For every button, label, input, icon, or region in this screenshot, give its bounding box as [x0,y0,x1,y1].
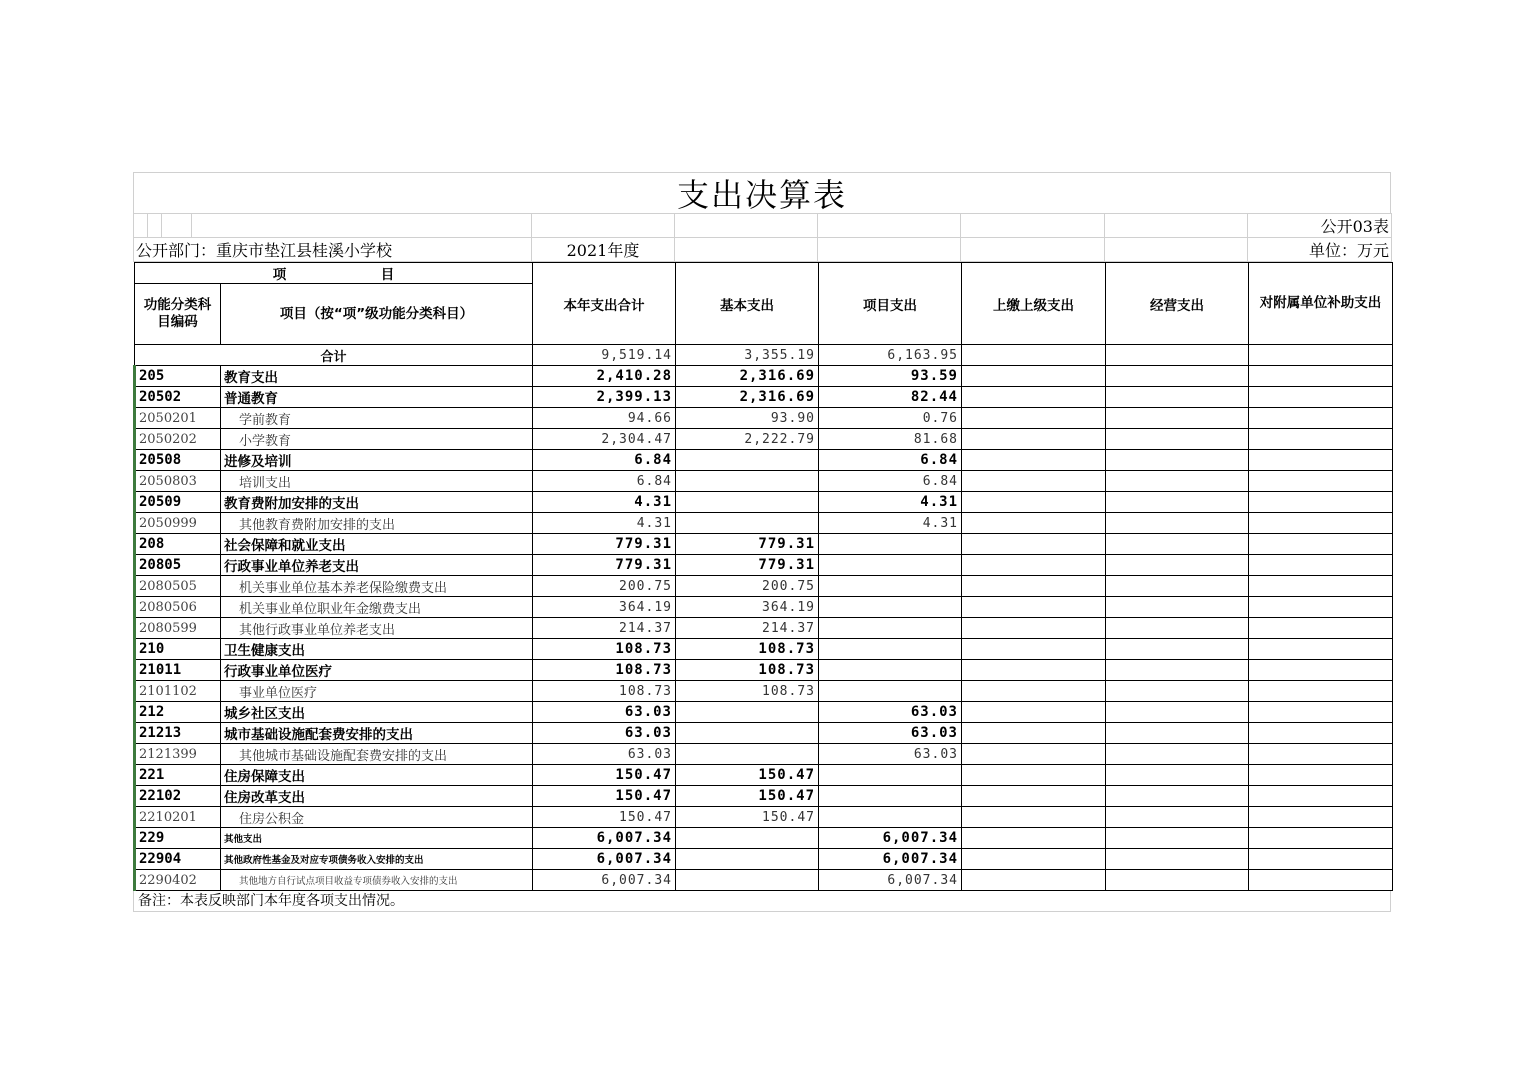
row-project: 63.03 [819,723,962,744]
row-code: 2101102 [135,681,221,702]
row-subsidy [1249,639,1393,660]
row-project [819,576,962,597]
row-name: 社会保障和就业支出 [221,534,533,555]
row-subsidy [1249,450,1393,471]
row-project [819,807,962,828]
row-project [819,765,962,786]
row-project: 6,007.34 [819,828,962,849]
row-project: 63.03 [819,702,962,723]
row-upper [962,618,1106,639]
row-upper [962,786,1106,807]
row-project: 81.68 [819,429,962,450]
row-business [1106,366,1249,387]
row-code: 2050202 [135,429,221,450]
row-basic [676,723,819,744]
row-code: 212 [135,702,221,723]
department-label: 公开部门：重庆市垫江县桂溪小学校 [134,238,532,262]
row-business [1106,786,1249,807]
row-name: 教育支出 [221,366,533,387]
row-code: 2050803 [135,471,221,492]
row-subsidy [1249,681,1393,702]
row-subsidy [1249,387,1393,408]
total-label: 合计 [135,345,533,366]
table-row [135,660,1393,681]
row-name: 事业单位医疗 [221,681,533,702]
row-code: 22904 [135,849,221,870]
row-basic: 2,222.79 [676,429,819,450]
row-total: 6,007.34 [533,828,676,849]
row-project [819,681,962,702]
row-business [1106,639,1249,660]
row-basic: 108.73 [676,639,819,660]
row-project: 0.76 [819,408,962,429]
table-row [135,450,1393,471]
row-business [1106,681,1249,702]
row-code: 2080505 [135,576,221,597]
table-row [135,471,1393,492]
row-project: 63.03 [819,744,962,765]
row-name: 其他支出 [221,828,533,849]
row-subsidy [1249,870,1393,891]
row-total: 150.47 [533,807,676,828]
row-basic: 150.47 [676,786,819,807]
row-total: 6,007.34 [533,849,676,870]
fiscal-year: 2021年度 [532,238,675,262]
header-business: 经营支出 [1106,263,1249,345]
row-upper [962,702,1106,723]
table-row [135,597,1393,618]
row-total: 2,410.28 [533,366,676,387]
header-basic: 基本支出 [676,263,819,345]
row-total: 94.66 [533,408,676,429]
row-upper [962,366,1106,387]
row-basic [676,744,819,765]
row-name: 教育费附加安排的支出 [221,492,533,513]
header-total: 本年支出合计 [533,263,676,345]
row-subsidy [1249,408,1393,429]
row-total: 150.47 [533,765,676,786]
row-subsidy [1249,429,1393,450]
row-name: 卫生健康支出 [221,639,533,660]
row-total: 214.37 [533,618,676,639]
row-upper [962,870,1106,891]
row-total: 150.47 [533,786,676,807]
row-basic: 150.47 [676,765,819,786]
row-total: 4.31 [533,492,676,513]
row-business [1106,576,1249,597]
footnote: 备注：本表反映部门本年度各项支出情况。 [133,891,1391,912]
row-subsidy [1249,597,1393,618]
form-number: 公开03表 [1248,214,1392,238]
row-business [1106,513,1249,534]
row-basic [676,492,819,513]
row-basic: 150.47 [676,807,819,828]
row-code: 2080506 [135,597,221,618]
table-row [135,387,1393,408]
table-row [135,807,1393,828]
row-upper [962,555,1106,576]
row-code: 21213 [135,723,221,744]
header-name: 项目（按“项”级功能分类科目） [221,284,533,345]
row-name: 学前教育 [221,408,533,429]
row-total: 108.73 [533,660,676,681]
row-code: 205 [135,366,221,387]
row-name: 其他城市基础设施配套费安排的支出 [221,744,533,765]
row-name: 行政事业单位养老支出 [221,555,533,576]
row-subsidy [1249,807,1393,828]
row-business [1106,765,1249,786]
row-project: 93.59 [819,366,962,387]
row-name: 机关事业单位基本养老保险缴费支出 [221,576,533,597]
meta-table [133,213,1392,262]
table-row [135,870,1393,891]
row-code: 208 [135,534,221,555]
row-name: 进修及培训 [221,450,533,471]
row-upper [962,828,1106,849]
row-subsidy [1249,702,1393,723]
row-code: 2210201 [135,807,221,828]
row-upper [962,387,1106,408]
row-business [1106,450,1249,471]
header-code: 功能分类科目编码 [135,284,221,345]
row-code: 229 [135,828,221,849]
row-project: 6,007.34 [819,870,962,891]
total-basic: 3,355.19 [676,345,819,366]
row-upper [962,660,1106,681]
header-project: 项目支出 [819,263,962,345]
header-subsidy: 对附属单位补助支出 [1249,263,1393,345]
row-basic [676,471,819,492]
row-upper [962,450,1106,471]
table-row [135,744,1393,765]
row-business [1106,849,1249,870]
table-row [135,828,1393,849]
row-project [819,786,962,807]
row-name: 其他地方自行试点项目收益专项债券收入安排的支出 [221,870,533,891]
row-business [1106,744,1249,765]
row-upper [962,681,1106,702]
table-row [135,765,1393,786]
row-project: 82.44 [819,387,962,408]
row-business [1106,597,1249,618]
row-upper [962,597,1106,618]
row-subsidy [1249,765,1393,786]
row-basic [676,870,819,891]
row-subsidy [1249,744,1393,765]
row-basic [676,849,819,870]
row-upper [962,576,1106,597]
row-basic: 108.73 [676,681,819,702]
row-code: 210 [135,639,221,660]
table-row [135,576,1393,597]
row-name: 行政事业单位医疗 [221,660,533,681]
row-upper [962,408,1106,429]
row-total: 779.31 [533,534,676,555]
row-total: 6,007.34 [533,870,676,891]
row-upper [962,429,1106,450]
table-row [135,786,1393,807]
row-upper [962,471,1106,492]
row-subsidy [1249,471,1393,492]
row-name: 其他教育费附加安排的支出 [221,513,533,534]
row-business [1106,387,1249,408]
total-sum: 9,519.14 [533,345,676,366]
row-total: 200.75 [533,576,676,597]
row-code: 2290402 [135,870,221,891]
table-row [135,702,1393,723]
row-name: 住房保障支出 [221,765,533,786]
row-basic: 779.31 [676,555,819,576]
row-name: 培训支出 [221,471,533,492]
row-name: 其他政府性基金及对应专项债务收入安排的支出 [221,849,533,870]
row-upper [962,492,1106,513]
table-row [135,366,1393,387]
row-project: 6,007.34 [819,849,962,870]
row-code: 21011 [135,660,221,681]
table-row [135,513,1393,534]
table-row [135,723,1393,744]
row-subsidy [1249,828,1393,849]
row-business [1106,723,1249,744]
row-basic [676,702,819,723]
row-subsidy [1249,786,1393,807]
row-total: 63.03 [533,723,676,744]
row-total: 2,304.47 [533,429,676,450]
row-name: 城乡社区支出 [221,702,533,723]
row-subsidy [1249,849,1393,870]
row-upper [962,639,1106,660]
row-total: 4.31 [533,513,676,534]
row-project: 4.31 [819,513,962,534]
row-code: 2121399 [135,744,221,765]
row-total: 63.03 [533,744,676,765]
row-business [1106,429,1249,450]
expenditure-table [133,262,1393,891]
row-project: 4.31 [819,492,962,513]
row-name: 小学教育 [221,429,533,450]
row-project: 6.84 [819,471,962,492]
row-subsidy [1249,534,1393,555]
row-subsidy [1249,660,1393,681]
row-upper [962,744,1106,765]
table-row [135,429,1393,450]
row-code: 2050999 [135,513,221,534]
row-business [1106,492,1249,513]
row-business [1106,555,1249,576]
row-code: 2080599 [135,618,221,639]
row-total: 108.73 [533,639,676,660]
unit-label: 单位：万元 [1248,238,1392,262]
row-basic: 214.37 [676,618,819,639]
row-total: 63.03 [533,702,676,723]
row-code: 221 [135,765,221,786]
row-total: 108.73 [533,681,676,702]
row-subsidy [1249,723,1393,744]
table-row [135,408,1393,429]
row-name: 机关事业单位职业年金缴费支出 [221,597,533,618]
header-upper: 上缴上级支出 [962,263,1106,345]
row-code: 20805 [135,555,221,576]
row-code: 20509 [135,492,221,513]
row-business [1106,618,1249,639]
row-project [819,618,962,639]
row-name: 城市基础设施配套费安排的支出 [221,723,533,744]
row-project [819,555,962,576]
header-item: 项 目 [135,263,533,284]
row-subsidy [1249,576,1393,597]
table-row [135,534,1393,555]
table-row [135,492,1393,513]
row-code: 2050201 [135,408,221,429]
row-basic: 779.31 [676,534,819,555]
row-total: 6.84 [533,471,676,492]
total-row [135,345,1393,366]
table-row [135,555,1393,576]
row-basic: 364.19 [676,597,819,618]
row-subsidy [1249,618,1393,639]
row-business [1106,870,1249,891]
row-subsidy [1249,366,1393,387]
table-row [135,639,1393,660]
row-basic: 108.73 [676,660,819,681]
row-basic [676,828,819,849]
row-project [819,597,962,618]
row-business [1106,828,1249,849]
row-name: 其他行政事业单位养老支出 [221,618,533,639]
row-business [1106,408,1249,429]
row-basic: 200.75 [676,576,819,597]
row-basic [676,450,819,471]
row-upper [962,807,1106,828]
row-basic: 2,316.69 [676,387,819,408]
row-upper [962,513,1106,534]
total-project: 6,163.95 [819,345,962,366]
row-business [1106,660,1249,681]
row-project [819,534,962,555]
row-business [1106,807,1249,828]
row-basic: 2,316.69 [676,366,819,387]
row-basic [676,513,819,534]
row-subsidy [1249,492,1393,513]
table-row [135,681,1393,702]
row-upper [962,849,1106,870]
row-name: 住房公积金 [221,807,533,828]
table-row [135,618,1393,639]
row-total: 2,399.13 [533,387,676,408]
row-total: 6.84 [533,450,676,471]
row-upper [962,534,1106,555]
row-business [1106,702,1249,723]
row-upper [962,723,1106,744]
row-project: 6.84 [819,450,962,471]
row-project [819,660,962,681]
page-title: 支出决算表 [133,172,1391,213]
row-name: 普通教育 [221,387,533,408]
row-basic: 93.90 [676,408,819,429]
row-subsidy [1249,555,1393,576]
row-total: 779.31 [533,555,676,576]
row-business [1106,471,1249,492]
row-business [1106,534,1249,555]
row-code: 20502 [135,387,221,408]
row-code: 20508 [135,450,221,471]
row-project [819,639,962,660]
row-total: 364.19 [533,597,676,618]
table-row [135,849,1393,870]
row-name: 住房改革支出 [221,786,533,807]
row-subsidy [1249,513,1393,534]
row-upper [962,765,1106,786]
row-code: 22102 [135,786,221,807]
expenditure-sheet [133,172,1391,912]
